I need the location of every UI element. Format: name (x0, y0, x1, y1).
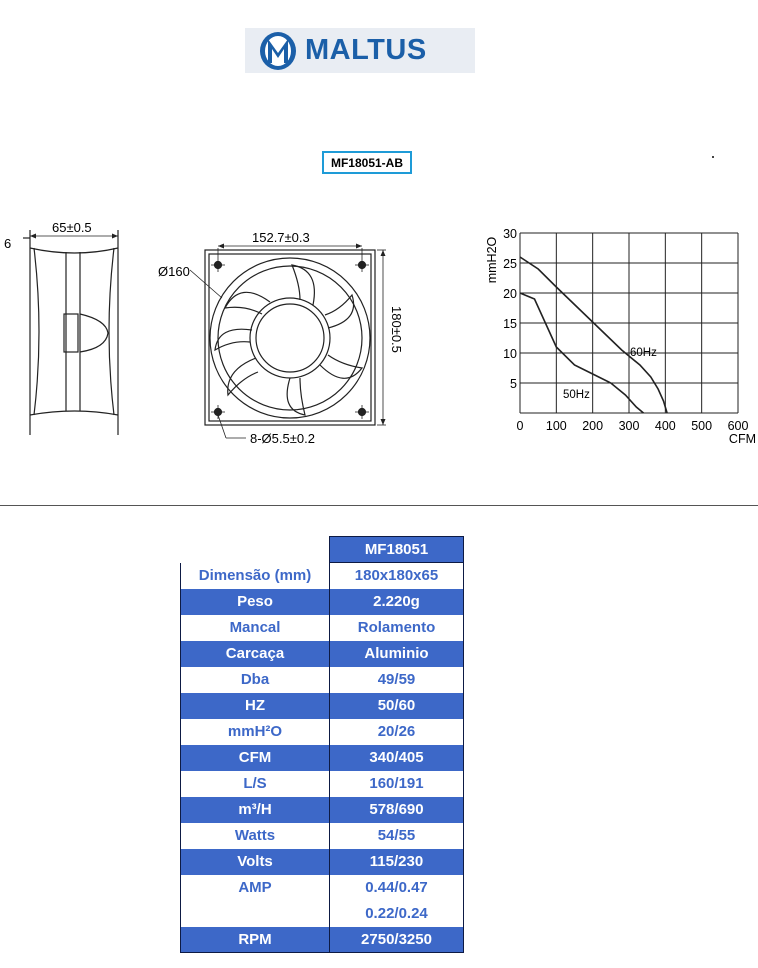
spec-value: 2750/3250 (330, 927, 464, 953)
spec-label: Watts (181, 823, 330, 849)
spec-row (181, 875, 464, 901)
side-left-mark: 6 (4, 236, 12, 251)
spec-row (181, 693, 464, 719)
spec-row (181, 719, 464, 745)
spec-value: 54/55 (330, 823, 464, 849)
x-tick-label: 100 (545, 419, 567, 433)
spec-value: 50/60 (330, 693, 464, 719)
spec-label (181, 901, 330, 927)
y-tick-label: 5 (510, 377, 517, 391)
spec-label: Dimensão (mm) (181, 563, 330, 589)
spec-value: 180x180x65 (330, 563, 464, 589)
spec-value: Aluminio (330, 641, 464, 667)
spec-table (180, 536, 464, 953)
spec-value: 20/26 (330, 719, 464, 745)
spec-value: 578/690 (330, 797, 464, 823)
spec-label: Dba (181, 667, 330, 693)
x-tick-label: 500 (691, 419, 713, 433)
y-tick-label: 30 (503, 227, 517, 241)
x-tick-label: 400 (654, 419, 676, 433)
spec-header-empty (181, 537, 330, 563)
spec-row (181, 667, 464, 693)
x-tick-label: 200 (582, 419, 604, 433)
spec-label: Volts (181, 849, 330, 875)
x-tick-label: 600 (727, 419, 749, 433)
stray-dot (712, 156, 714, 158)
x-tick-label: 0 (516, 419, 524, 433)
spec-row (181, 745, 464, 771)
spec-value: 115/230 (330, 849, 464, 875)
spec-row (181, 901, 464, 927)
spec-value: 0.44/0.47 (330, 875, 464, 901)
front-height-dim: 180±0.5 (389, 306, 404, 353)
brand-name: MALTUS (305, 34, 427, 66)
series-label: 60Hz (630, 347, 657, 359)
spec-value: 0.22/0.24 (330, 901, 464, 927)
spec-value: 2.220g (330, 589, 464, 615)
y-tick-label: 15 (503, 317, 517, 331)
section-divider (0, 505, 758, 506)
front-holes: 8-Ø5.5±0.2 (250, 431, 315, 446)
spec-row (181, 563, 464, 589)
y-tick-label: 25 (503, 257, 517, 271)
spec-row (181, 641, 464, 667)
maltus-m-logo-icon (257, 30, 299, 72)
spec-value: 49/59 (330, 667, 464, 693)
y-tick-label: 10 (503, 347, 517, 361)
y-axis-label: mmH2O (485, 236, 499, 284)
spec-row (181, 615, 464, 641)
spec-label: HZ (181, 693, 330, 719)
series-line-0 (520, 257, 667, 413)
spec-label: Carcaça (181, 641, 330, 667)
spec-label: L/S (181, 771, 330, 797)
y-tick-label: 20 (503, 287, 517, 301)
x-axis-label: CFM (728, 432, 756, 446)
front-width-dim: 152.7±0.3 (252, 230, 310, 245)
spec-header-model: MF18051 (330, 537, 464, 563)
x-tick-label: 300 (618, 419, 640, 433)
pressure-flow-chart (485, 227, 756, 446)
spec-label: Mancal (181, 615, 330, 641)
spec-label: CFM (181, 745, 330, 771)
spec-row (181, 849, 464, 875)
spec-label: RPM (181, 927, 330, 953)
spec-row (181, 927, 464, 953)
spec-label: m³/H (181, 797, 330, 823)
spec-value: Rolamento (330, 615, 464, 641)
spec-row (181, 823, 464, 849)
spec-row (181, 771, 464, 797)
front-view-drawing (190, 244, 386, 439)
series-label: 50Hz (563, 389, 590, 401)
spec-row (181, 797, 464, 823)
spec-label: mmH²O (181, 719, 330, 745)
technical-drawings (0, 210, 758, 460)
spec-value: 160/191 (330, 771, 464, 797)
spec-header-row (181, 537, 464, 563)
spec-label: AMP (181, 875, 330, 901)
spec-value: 340/405 (330, 745, 464, 771)
model-code-box: MF18051-AB (322, 151, 412, 174)
side-view-drawing (23, 230, 118, 435)
side-width-dim: 65±0.5 (52, 220, 92, 235)
maltus-logo (245, 28, 475, 73)
spec-label: Peso (181, 589, 330, 615)
front-diameter: Ø160 (158, 264, 190, 279)
spec-row (181, 589, 464, 615)
